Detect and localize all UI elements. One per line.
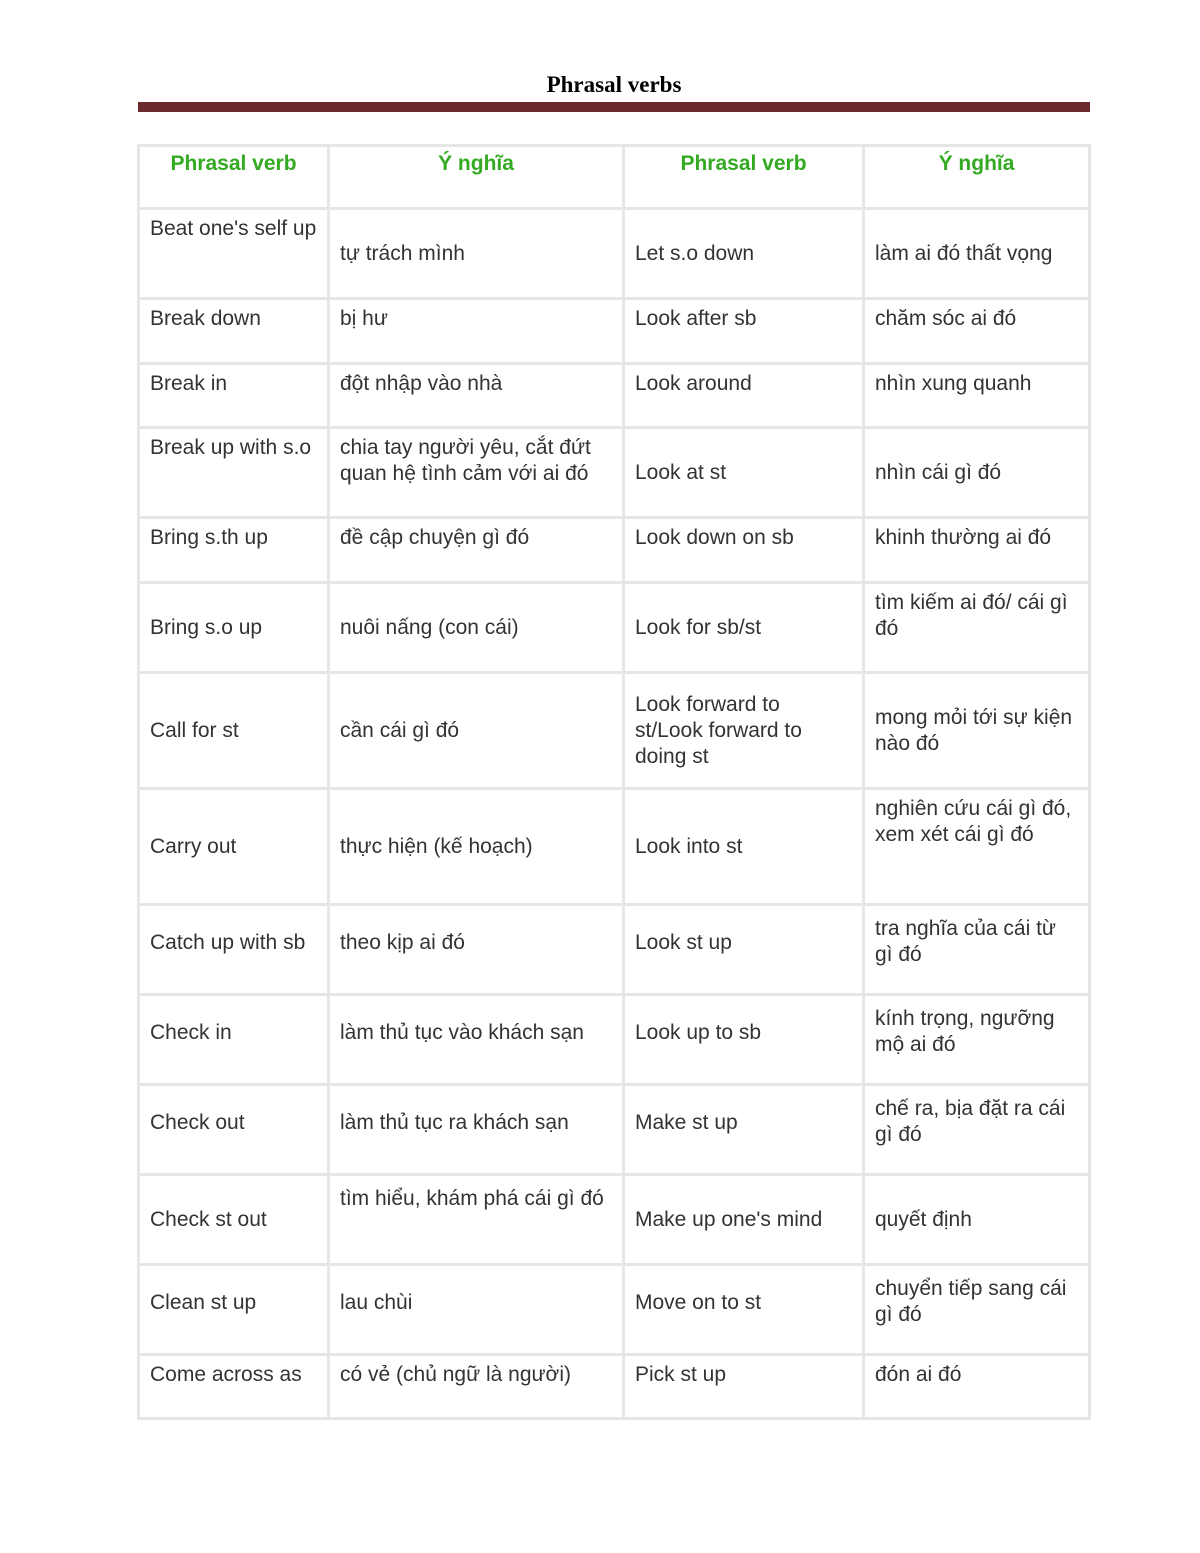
table-row xyxy=(139,673,1090,789)
table-row xyxy=(139,1355,1090,1419)
header-meaning: Ý nghĩa xyxy=(864,146,1090,209)
meaning-cell: đề cập chuyện gì đó xyxy=(329,518,624,583)
table-row xyxy=(139,583,1090,673)
header-phrasal-verb: Phrasal verb xyxy=(624,146,864,209)
header-meaning: Ý nghĩa xyxy=(329,146,624,209)
meaning-cell: bị hư xyxy=(329,299,624,364)
page-title: Phrasal verbs xyxy=(546,72,682,97)
meaning-cell: thực hiện (kế hoạch) xyxy=(329,789,624,905)
title-divider xyxy=(138,102,1090,112)
phrasal-verb-cell: Clean st up xyxy=(139,1265,329,1355)
table-row xyxy=(139,1085,1090,1175)
table-row xyxy=(139,905,1090,995)
meaning-cell: kính trọng, ngưỡng mộ ai đó xyxy=(864,995,1090,1085)
phrasal-verb-cell: Look down on sb xyxy=(624,518,864,583)
phrasal-verb-cell: Make up one's mind xyxy=(624,1175,864,1265)
phrasal-verb-cell: Check in xyxy=(139,995,329,1085)
meaning-cell: theo kịp ai đó xyxy=(329,905,624,995)
meaning-cell: chăm sóc ai đó xyxy=(864,299,1090,364)
meaning-cell: cần cái gì đó xyxy=(329,673,624,789)
meaning-cell: nhìn xung quanh xyxy=(864,364,1090,428)
meaning-cell: tìm kiếm ai đó/ cái gì đó xyxy=(864,583,1090,673)
table-row xyxy=(139,209,1090,299)
meaning-cell: làm ai đó thất vọng xyxy=(864,209,1090,299)
meaning-cell: mong mỏi tới sự kiện nào đó xyxy=(864,673,1090,789)
table-row xyxy=(139,299,1090,364)
meaning-cell: quyết định xyxy=(864,1175,1090,1265)
meaning-cell: chuyển tiếp sang cái gì đó xyxy=(864,1265,1090,1355)
meaning-cell: tìm hiểu, khám phá cái gì đó xyxy=(329,1175,624,1265)
phrasal-verb-cell: Look st up xyxy=(624,905,864,995)
table-row xyxy=(139,1265,1090,1355)
phrasal-verb-cell: Look after sb xyxy=(624,299,864,364)
meaning-cell: đột nhập vào nhà xyxy=(329,364,624,428)
phrasal-verb-cell: Check out xyxy=(139,1085,329,1175)
phrasal-verb-cell: Beat one's self up xyxy=(139,209,329,299)
phrasal-verb-cell: Break in xyxy=(139,364,329,428)
phrasal-verb-cell: Make st up xyxy=(624,1085,864,1175)
meaning-cell: chế ra, bịa đặt ra cái gì đó xyxy=(864,1085,1090,1175)
phrasal-verbs-table xyxy=(137,144,1091,1420)
table-row xyxy=(139,789,1090,905)
meaning-cell: tự trách mình xyxy=(329,209,624,299)
phrasal-verb-cell: Bring s.th up xyxy=(139,518,329,583)
meaning-cell: nhìn cái gì đó xyxy=(864,428,1090,518)
phrasal-verb-cell: Pick st up xyxy=(624,1355,864,1419)
phrasal-verb-cell: Break down xyxy=(139,299,329,364)
phrasal-verb-cell: Carry out xyxy=(139,789,329,905)
table-row xyxy=(139,364,1090,428)
table-header-row xyxy=(139,146,1090,209)
meaning-cell: nghiên cứu cái gì đó, xem xét cái gì đó xyxy=(864,789,1090,905)
meaning-cell: làm thủ tục ra khách sạn xyxy=(329,1085,624,1175)
phrasal-verb-cell: Break up with s.o xyxy=(139,428,329,518)
phrasal-verb-cell: Look up to sb xyxy=(624,995,864,1085)
phrasal-verb-cell: Look for sb/st xyxy=(624,583,864,673)
phrasal-verb-cell: Move on to st xyxy=(624,1265,864,1355)
phrasal-verb-cell: Check st out xyxy=(139,1175,329,1265)
meaning-cell: làm thủ tục vào khách sạn xyxy=(329,995,624,1085)
meaning-cell: lau chùi xyxy=(329,1265,624,1355)
phrasal-verb-cell: Come across as xyxy=(139,1355,329,1419)
meaning-cell: nuôi nấng (con cái) xyxy=(329,583,624,673)
phrasal-verb-cell: Look at st xyxy=(624,428,864,518)
phrasal-verb-cell: Let s.o down xyxy=(624,209,864,299)
meaning-cell: khinh thường ai đó xyxy=(864,518,1090,583)
phrasal-verb-cell: Look around xyxy=(624,364,864,428)
meaning-cell: tra nghĩa của cái từ gì đó xyxy=(864,905,1090,995)
meaning-cell: đón ai đó xyxy=(864,1355,1090,1419)
phrasal-verb-cell: Bring s.o up xyxy=(139,583,329,673)
table-row xyxy=(139,518,1090,583)
header-phrasal-verb: Phrasal verb xyxy=(139,146,329,209)
phrasal-verb-cell: Call for st xyxy=(139,673,329,789)
meaning-cell: chia tay người yêu, cắt đứt quan hệ tình cảm với ai đó xyxy=(329,428,624,518)
phrasal-verb-cell: Look forward to st/Look forward to doing st xyxy=(624,673,864,789)
phrasal-verb-cell: Catch up with sb xyxy=(139,905,329,995)
phrasal-verb-cell: Look into st xyxy=(624,789,864,905)
table-row xyxy=(139,995,1090,1085)
table-row xyxy=(139,1175,1090,1265)
meaning-cell: có vẻ (chủ ngữ là người) xyxy=(329,1355,624,1419)
table-row xyxy=(139,428,1090,518)
